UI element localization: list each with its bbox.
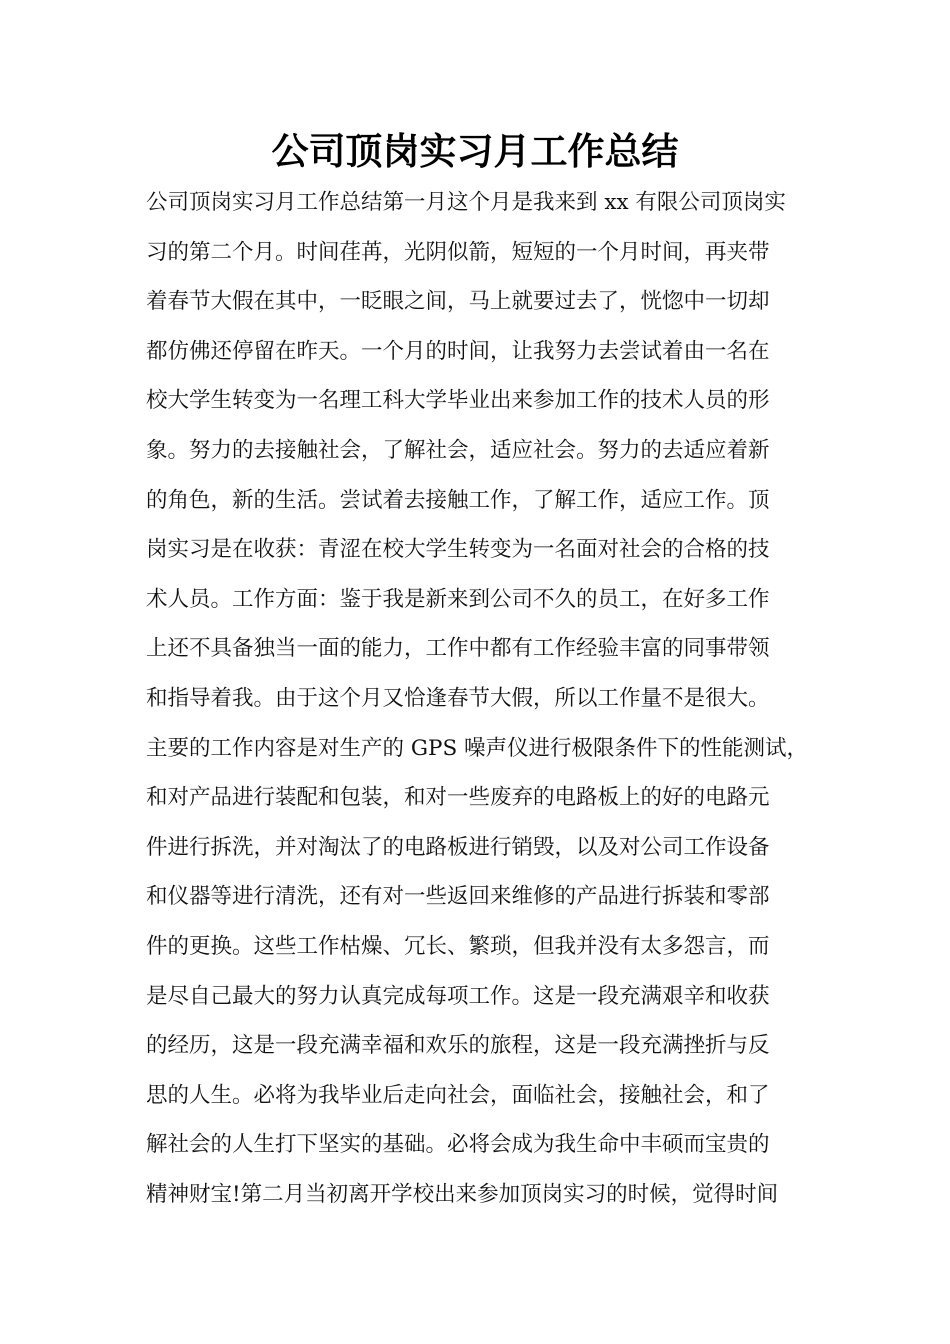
text-line: 是尽自己最大的努力认真完成每项工作。这是一段充满艰辛和收获: [146, 983, 770, 1009]
text-line: 件进行拆洗，并对淘汰了的电路板进行销毁，以及对公司工作设备: [146, 834, 770, 860]
text-line: 象。努力的去接触社会，了解社会，适应社会。努力的去适应着新: [146, 437, 770, 463]
text-line: 和仪器等进行清洗，还有对一些返回来维修的产品进行拆装和零部: [146, 884, 770, 910]
text-line: 主要的工作内容是对生产的 GPS 噪声仪进行极限条件下的性能测试，: [146, 735, 809, 761]
text-line: 上还不具备独当一面的能力，工作中都有工作经验丰富的同事带领: [146, 636, 770, 662]
text-line: 校大学生转变为一名理工科大学毕业出来参加工作的技术人员的形: [146, 388, 770, 414]
text-line: 习的第二个月。时间荏苒，光阴似箭，短短的一个月时间，再夹带: [146, 239, 770, 265]
text-line: 着春节大假在其中，一眨眼之间，马上就要过去了，恍惚中一切却: [146, 289, 770, 315]
text-line: 都仿佛还停留在昨天。一个月的时间，让我努力去尝试着由一名在: [146, 338, 770, 364]
text-line: 岗实习是在收获：青涩在校大学生转变为一名面对社会的合格的技: [146, 537, 770, 563]
text-line: 解社会的人生打下坚实的基础。必将会成为我生命中丰硕而宝贵的: [146, 1132, 770, 1158]
text-line: 的角色，新的生活。尝试着去接触工作，了解工作，适应工作。顶: [146, 487, 770, 513]
text-line: 术人员。工作方面：鉴于我是新来到公司不久的员工，在好多工作: [146, 586, 770, 612]
text-line: 的经历，这是一段充满幸福和欢乐的旅程，这是一段充满挫折与反: [146, 1033, 770, 1059]
document-body: [146, 180, 846, 1221]
text-line: 件的更换。这些工作枯燥、冗长、繁琐，但我并没有太多怨言，而: [146, 933, 770, 959]
text-line: 和指导着我。由于这个月又恰逢春节大假，所以工作量不是很大。: [146, 685, 770, 711]
text-line: 和对产品进行装配和包装，和对一些废弃的电路板上的好的电路元: [146, 785, 770, 811]
text-line: 思的人生。必将为我毕业后走向社会，面临社会，接触社会，和了: [146, 1082, 770, 1108]
text-line: 精神财宝!第二月当初离开学校出来参加顶岗实习的时候，觉得时间: [146, 1181, 779, 1207]
text-line: 公司顶岗实习月工作总结第一月这个月是我来到 xx 有限公司顶岗实: [146, 190, 786, 215]
document-title: 公司顶岗实习月工作总结: [271, 130, 679, 173]
